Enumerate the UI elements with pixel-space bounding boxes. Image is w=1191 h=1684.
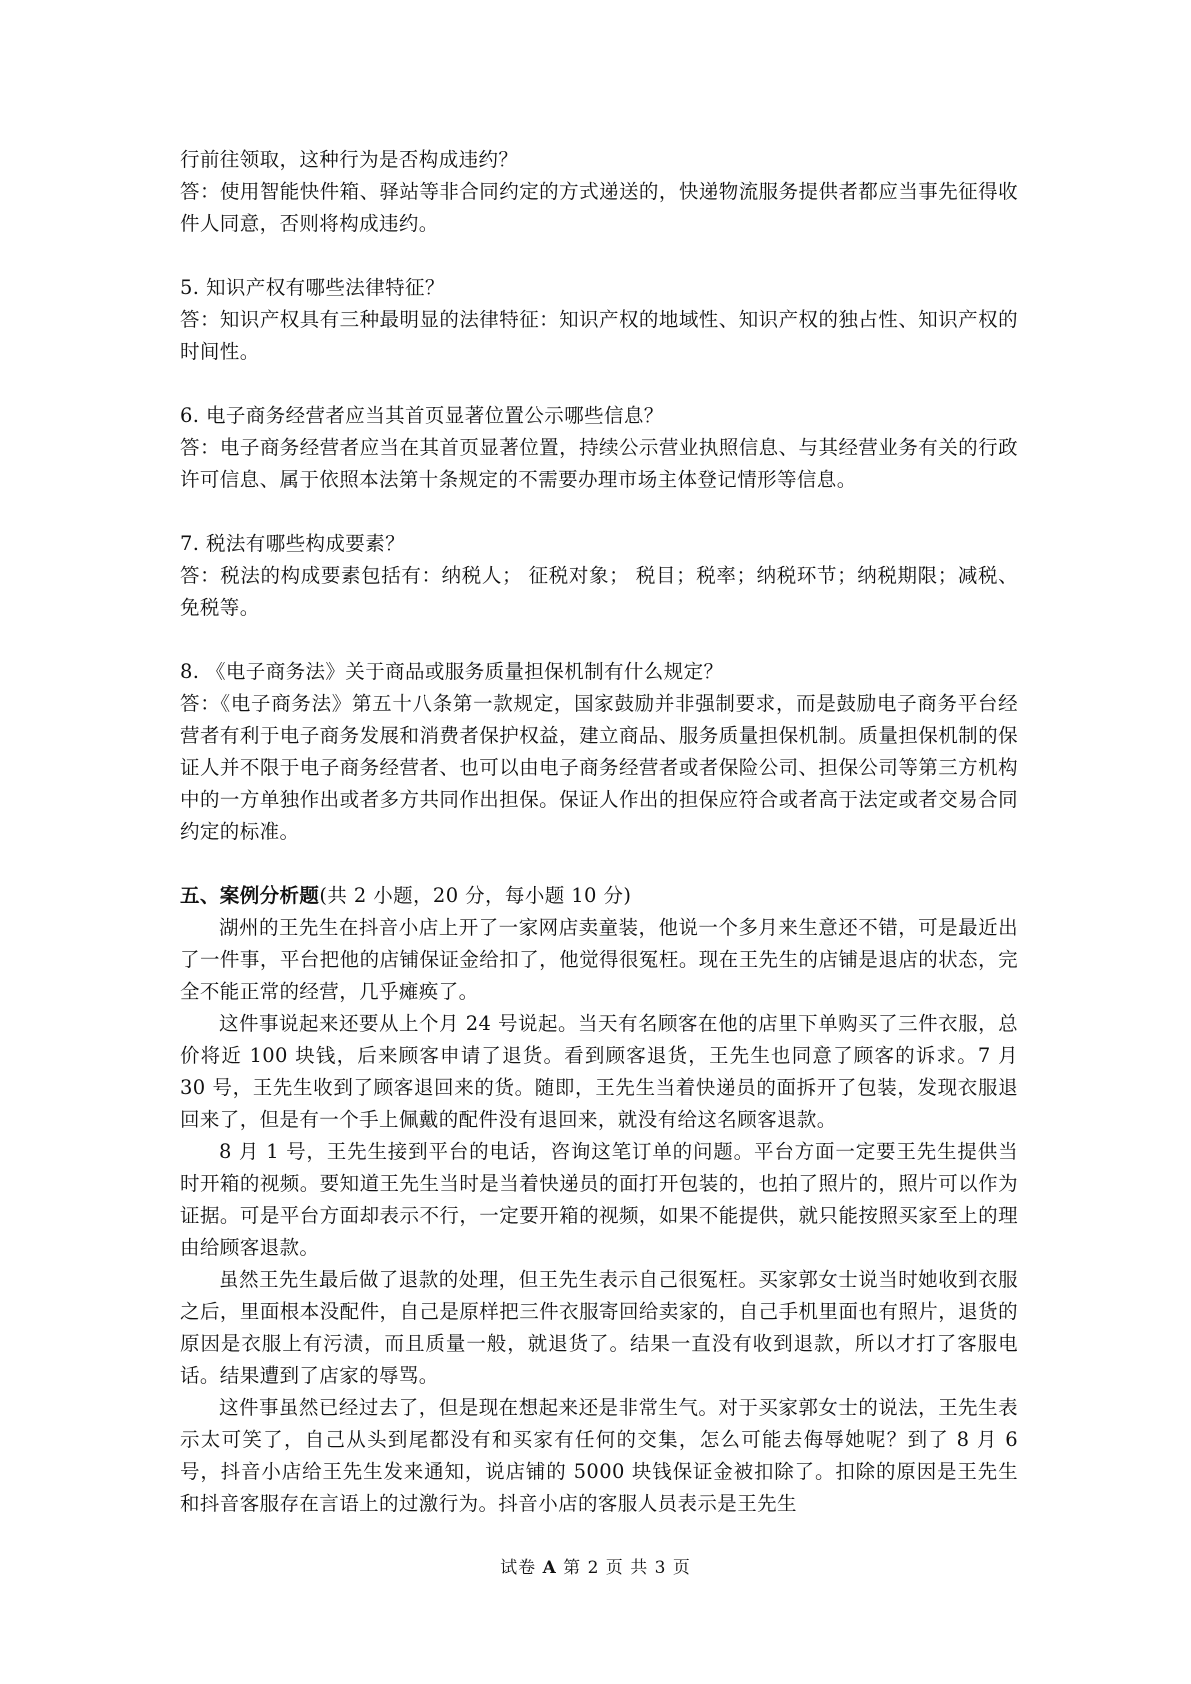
question-text: 8. 《电子商务法》关于商品或服务质量担保机制有什么规定？ bbox=[180, 660, 724, 683]
case-paragraph: 这件事虽然已经过去了，但是现在想起来还是非常生气。对于买家郭女士的说法，王先生表示太可笑了，自己从头到尾都没有和买家有任何的交集，怎么可能去侮辱她呢？到了 8 月 6 号，抖音小店给王先生发来通知，说店铺的 5000 块钱保证金被扣除了。扣除的原因是王先生和抖音客服存在言语上的过激行为。抖音小店的客服人员表示是王先生 bbox=[180, 1396, 1018, 1515]
qa-item-5 bbox=[180, 272, 1018, 368]
case-paragraph: 8 月 1 号，王先生接到平台的电话，咨询这笔订单的问题。平台方面一定要王先生提供当时开箱的视频。要知道王先生当时是当着快递员的面打开包装的，也拍了照片的，照片可以作为证据。可是平台方面却表示不行，一定要开箱的视频，如果不能提供，就只能按照买家至上的理由给顾客退款。 bbox=[180, 1140, 1018, 1259]
question-text: 6. 电子商务经营者应当其首页显著位置公示哪些信息？ bbox=[180, 404, 664, 427]
page-footer bbox=[0, 1556, 1191, 1580]
answer-text: 答：税法的构成要素包括有：纳税人； 征税对象； 税目；税率；纳税环节；纳税期限；减税、免税等。 bbox=[180, 564, 1018, 619]
qa-item-8 bbox=[180, 656, 1018, 848]
case-paragraph: 虽然王先生最后做了退款的处理，但王先生表示自己很冤枉。买家郭女士说当时她收到衣服之后，里面根本没配件，自己是原样把三件衣服寄回给卖家的，自己手机里面也有照片，退货的原因是衣服上有污渍，而且质量一般，就退货了。结果一直没有收到退款，所以才打了客服电话。结果遭到了店家的辱骂。 bbox=[180, 1268, 1018, 1387]
section-note: (共 2 小题，20 分，每小题 10 分) bbox=[319, 884, 632, 907]
footer-page-number: 第 2 页 共 3 页 bbox=[556, 1558, 691, 1578]
footer-paper-id: A bbox=[542, 1558, 557, 1578]
case-analysis-section bbox=[180, 880, 1018, 1520]
question-text: 7. 税法有哪些构成要素？ bbox=[180, 532, 406, 555]
answer-text: 答：知识产权具有三种最明显的法律特征：知识产权的地域性、知识产权的独占性、知识产权的时间性。 bbox=[180, 308, 1018, 363]
answer-text: 答：电子商务经营者应当在其首页显著位置，持续公示营业执照信息、与其经营业务有关的行政许可信息、属于依照本法第十条规定的不需要办理市场主体登记情形等信息。 bbox=[180, 436, 1018, 491]
answer-text: 答：《电子商务法》第五十八条第一款规定，国家鼓励并非强制要求，而是鼓励电子商务平台经营者有利于电子商务发展和消费者保护权益，建立商品、服务质量担保机制。质量担保机制的保证人并不限于电子商务经营者、也可以由电子商务经营者或者保险公司、担保公司等第三方机构中的一方单独作出或者多方共同作出担保。保证人作出的担保应符合或者高于法定或者交易合同约定的标准。 bbox=[180, 692, 1018, 843]
qa-item-4-continued bbox=[180, 144, 1018, 240]
question-text: 5. 知识产权有哪些法律特征？ bbox=[180, 276, 445, 299]
case-paragraph: 这件事说起来还要从上个月 24 号说起。当天有名顾客在他的店里下单购买了三件衣服，总价将近 100 块钱，后来顾客申请了退货。看到顾客退货，王先生也同意了顾客的诉求。7 月 30 号，王先生收到了顾客退回来的货。随即，王先生当着快递员的面拆开了包装，发现衣服退回来了，但是有一个手上佩戴的配件没有退回来，就没有给这名顾客退款。 bbox=[180, 1012, 1018, 1131]
qa-item-6 bbox=[180, 400, 1018, 496]
section-title: 五、案例分析题 bbox=[180, 884, 320, 907]
qa-item-7 bbox=[180, 528, 1018, 624]
question-text: 行前往领取，这种行为是否构成违约？ bbox=[180, 148, 519, 171]
section-heading bbox=[180, 880, 1018, 912]
answer-text: 答：使用智能快件箱、驿站等非合同约定的方式递送的，快递物流服务提供者都应当事先征得收件人同意，否则将构成违约。 bbox=[180, 180, 1018, 235]
footer-prefix: 试卷 bbox=[500, 1558, 543, 1578]
case-paragraph: 湖州的王先生在抖音小店上开了一家网店卖童装，他说一个多月来生意还不错，可是最近出了一件事，平台把他的店铺保证金给扣了，他觉得很冤枉。现在王先生的店铺是退店的状态，完全不能正常的经营，几乎瘫痪了。 bbox=[180, 916, 1018, 1003]
page-content bbox=[180, 144, 1018, 1520]
